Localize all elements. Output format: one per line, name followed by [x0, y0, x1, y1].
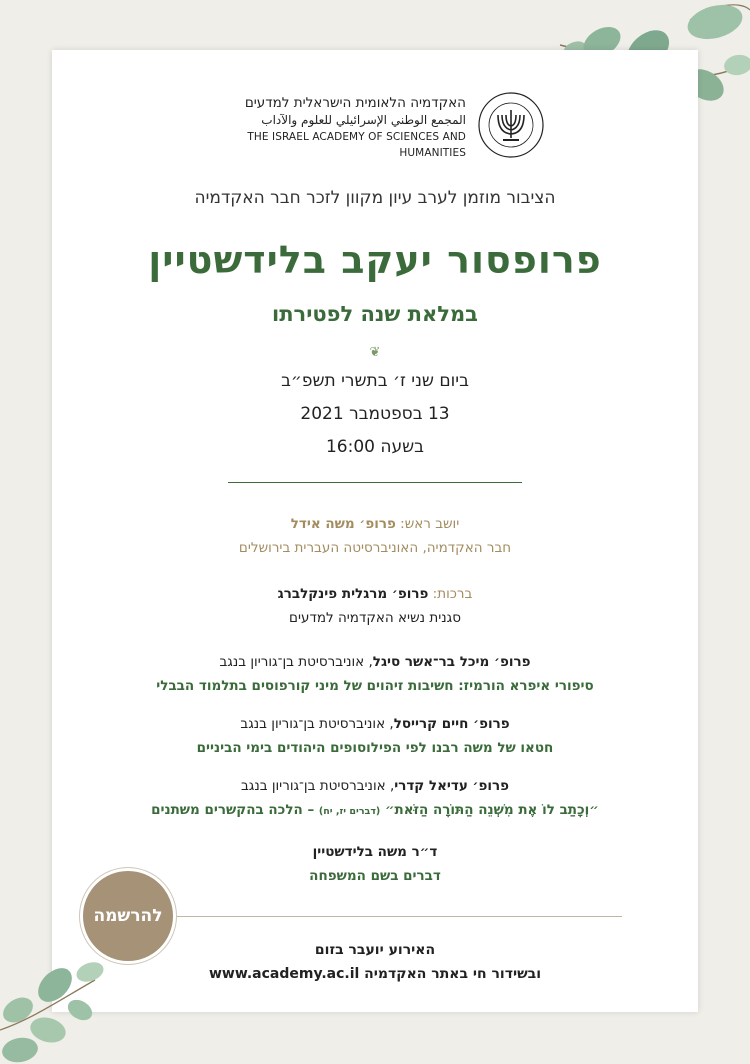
register-button[interactable]: להרשמה — [80, 868, 176, 964]
academy-name-hebrew: האקדמיה הלאומית הישראלית למדעים — [244, 95, 466, 111]
footer-broadcast-text: ובשידור חי באתר האקדמיה — [359, 966, 542, 982]
subtitle: במלאת שנה לפטירתו — [272, 302, 478, 326]
academy-seal-icon — [476, 90, 546, 160]
footer-broadcast-line — [52, 966, 698, 982]
chair-affiliation: חבר האקדמיה, האוניברסיטה העברית בירושלים — [238, 540, 512, 556]
speaker-1-affiliation: , אוניברסיטת בן־גוריון בנגב — [219, 654, 373, 670]
speaker-3-topic — [52, 800, 698, 822]
speaker-2-name: פרופ׳ חיים קרייסל — [393, 716, 510, 732]
footer-zoom-line: האירוע יועבר בזום — [314, 942, 436, 958]
greetings-line — [52, 584, 698, 604]
greetings-role: סגנית נשיא האקדמיה למדעים — [289, 610, 461, 626]
event-hebrew-date: ביום שני ז׳ בתשרי תשפ״ב — [281, 371, 469, 391]
speaker-1 — [52, 652, 698, 672]
eucalyptus-leaves-bottom-left — [0, 950, 120, 1064]
speaker-3-topic-quote: ״וְכָתַב לוֹ אֶת מִשְׁנֵה הַתּוֹרָה הַזֹּאת״ — [384, 802, 599, 818]
greetings-name: פרופ׳ מרגלית פינקלברג — [277, 586, 429, 602]
invitation-card — [52, 50, 698, 1012]
speaker-2-affiliation: , אוניברסיטת בן־גוריון בנגב — [240, 716, 394, 732]
speaker-3 — [52, 776, 698, 796]
family-speaker-name: ד״ר משה בלידשטיין — [312, 844, 438, 860]
chair-label: יושב ראש: — [400, 516, 460, 532]
chair-line — [52, 514, 698, 534]
academy-website-link[interactable]: www.academy.ac.il — [208, 966, 360, 982]
academy-name-arabic: المجمع الوطني الإسرائيلي للعلوم والآداب — [261, 113, 466, 127]
speaker-3-name: פרופ׳ עדיאל קדרי — [394, 778, 510, 794]
ornament-icon: ❦ — [369, 345, 381, 360]
speaker-3-affiliation: , אוניברסיטת בן־גוריון בנגב — [240, 778, 395, 794]
chair-name: פרופ׳ משה אידל — [290, 516, 396, 532]
speaker-3-topic-ref: (דברים יז, יח) — [318, 806, 381, 817]
speaker-3-topic-rest: – הלכה בהקשרים משתנים — [151, 802, 319, 818]
event-gregorian-date: 13 בספטמבר 2021 — [300, 404, 450, 424]
academy-name — [204, 94, 466, 161]
speaker-2 — [52, 714, 698, 734]
invite-line: הציבור מוזמן לערב עיון מקוון לזכר חבר האקדמיה — [194, 188, 556, 208]
event-time: בשעה 16:00 — [325, 437, 425, 457]
speaker-1-topic: סיפורי איפרא הורמיז: חשיבות זיהוים של מיני קורפוסים בתלמוד הבבלי — [156, 678, 594, 694]
academy-name-english: THE ISRAEL ACADEMY OF SCIENCES AND HUMANITIES — [247, 131, 466, 159]
divider-bottom — [174, 916, 622, 917]
speaker-2-topic: חטאו של משה רבנו לפי הפילוסופים היהודים בימי הביניים — [196, 740, 554, 756]
greetings-label: ברכות: — [432, 586, 473, 602]
speaker-1-name: פרופ׳ מיכל בר־אשר סיגל — [372, 654, 531, 670]
divider — [228, 482, 522, 483]
page-title: פרופסור יעקב בלידשטיין — [148, 238, 602, 282]
family-topic: דברים בשם המשפחה — [309, 868, 441, 884]
